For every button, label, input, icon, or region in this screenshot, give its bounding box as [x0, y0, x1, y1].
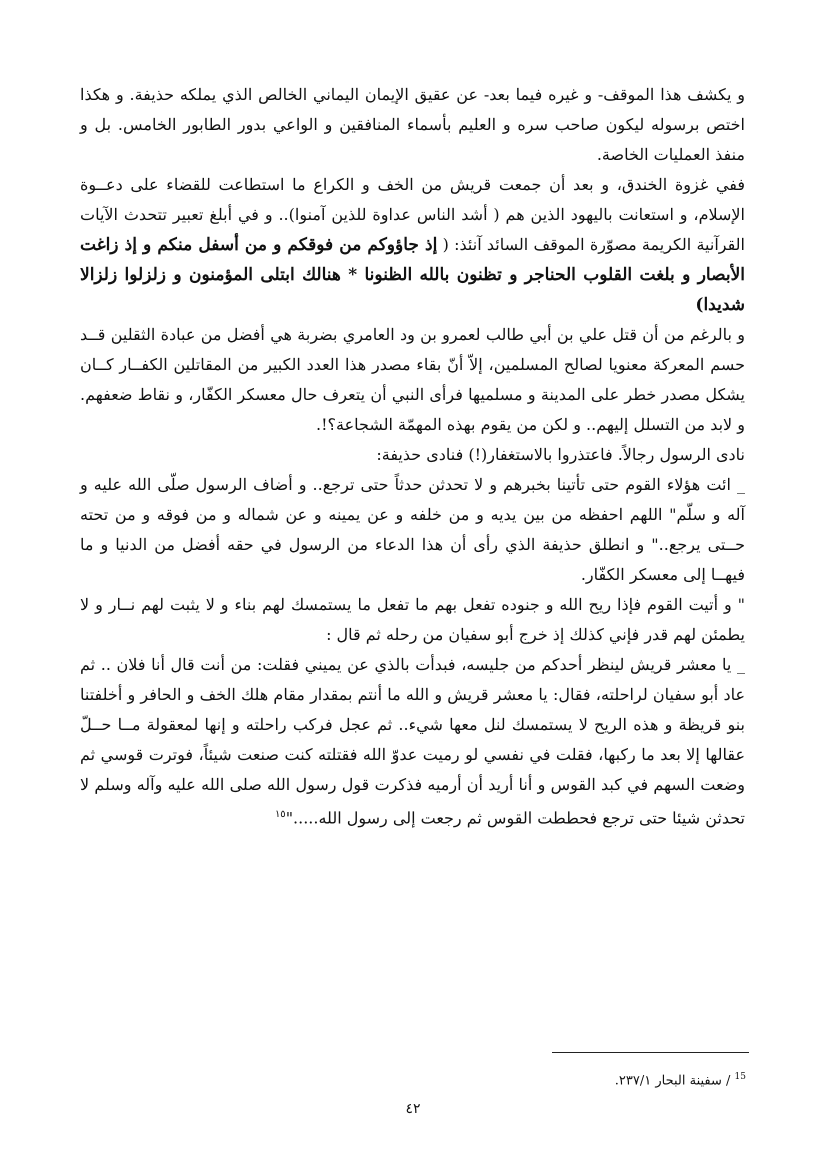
footnote-number: 15 — [734, 1072, 746, 1082]
page-number: ٤٢ — [405, 1101, 421, 1117]
paragraph-prophet-command: _ ائت هؤلاء القوم حتى تأتينا بخبرهم و لا تحدثن حدثاً حتى ترجع.. و أضاف الرسول صلّى الله عليه و آله و سلّم" اللهم احفظه من بين يديه و من خلفه و عن يمينه و عن شماله و من فوقه و من تحته حــتى يرجع.." و انطلق حذيفة الذي رأى أن هذا الدعاء من الرسول في حقه أفضل من الدنيا و ما فيهــا إلى معسكر الكفّار. — [80, 475, 745, 584]
paragraph-call: نادى الرسول رجالاً. فاعتذروا بالاستغفار(!) فنادى حذيفة: — [376, 445, 745, 464]
body-text — [80, 80, 745, 833]
paragraph-hudhayfa-role: و يكشف هذا الموقف- و غيره فيما بعد- عن عقيق الإيمان اليماني الخالص الذي يملكه حذيفة. و هكذا اختص برسوله ليكون صاحب سره و العليم بأسماء المنافقين و الواعي بدور الطابور الخامس. بل و منفذ العمليات الخاصة. — [80, 85, 745, 164]
paragraph-khandaq-text: ففي غزوة الخندق، و بعد أن جمعت قريش من الخف و الكراع ما استطاعت للقضاء على دعــوة الإسلام، و استعانت باليهود الذين هم ( أشد الناس عداوة للذين آمنوا).. و في أبلغ تعبير تتحدث الآيات القرآنية الكريمة مصوّرة الموقف السائد آنئذ: ( — [80, 175, 746, 254]
footnote-text: / سفينة البحار ٢٣٧/١. — [614, 1073, 735, 1089]
footnote — [615, 1068, 746, 1090]
footnote-reference: ١٥ — [274, 809, 286, 820]
paragraph-abu-sufyan-text: _ يا معشر قريش لينظر أحدكم من جليسه، فبدأت بالذي عن يميني فقلت: من أنت قال أنا فلان .. ثم عاد أبو سفيان لراحلته، فقال: يا معشر قريش و الله ما أنتم بمقدار مقام هلك الخف و الحافر و أخلفتنا بنو قريظة و هذه الريح لا يستمسك لنل معها شيء.. ثم عجل فركب راحلته و إنها لمعقولة مــا حــلّ عقالها إلا بعد ما ركبها، فقلت في نفسي لو رميت عدوّ الله فقتلته كنت صنعت شيئاً، فوترت قوسي ثم وضعت السهم في كبد القوس و أنا أريد أن أرميه فذكرت قول رسول الله صلى الله عليه وآله وسلم لا تحدثن شيئا حتى ترجع فحططت القوس ثم رجعت إلى رسول الله....." — [80, 655, 746, 828]
paragraph-wind: " و أتيت القوم فإذا ريح الله و جنوده تفعل بهم ما تفعل ما يستمسك لهم بناء و لا يثبت لهم نــار و لا يطمئن لهم قدر فإني كذلك إذ خرج أبو سفيان من رحله ثم قال : — [80, 595, 745, 644]
paragraph-khandaq — [80, 170, 745, 320]
footnote-divider — [552, 1052, 749, 1053]
paragraph-ali-amr: و بالرغم من أن قتل علي بن أبي طالب لعمرو بن ود العامري بضربة هي أفضل من عبادة الثقلين قــد حسم المعركة معنويا لصالح المسلمين، إلاّ أنّ بقاء مصدر هذا العدد الكبير من المقاتلين الكفــار كــان يشكل مصدر خطر على المدينة و مسلميها فرأى النبي أن يتعرف حال معسكر الكفّار، و نقاط ضعفهم. و لابد من التسلل إليهم.. و لكن من يقوم بهذه المهمّة الشجاعة؟!. — [80, 325, 745, 434]
quran-quote: إذ جاؤوكم من فوقكم و من أسفل منكم و إذ زاغت الأبصار و بلغت القلوب الحناجر و تظنون بالله الظنونا * هنالك ابتلى المؤمنون و زلزلوا زلزالا شديدا) — [80, 235, 745, 315]
paragraph-abu-sufyan — [80, 650, 745, 833]
